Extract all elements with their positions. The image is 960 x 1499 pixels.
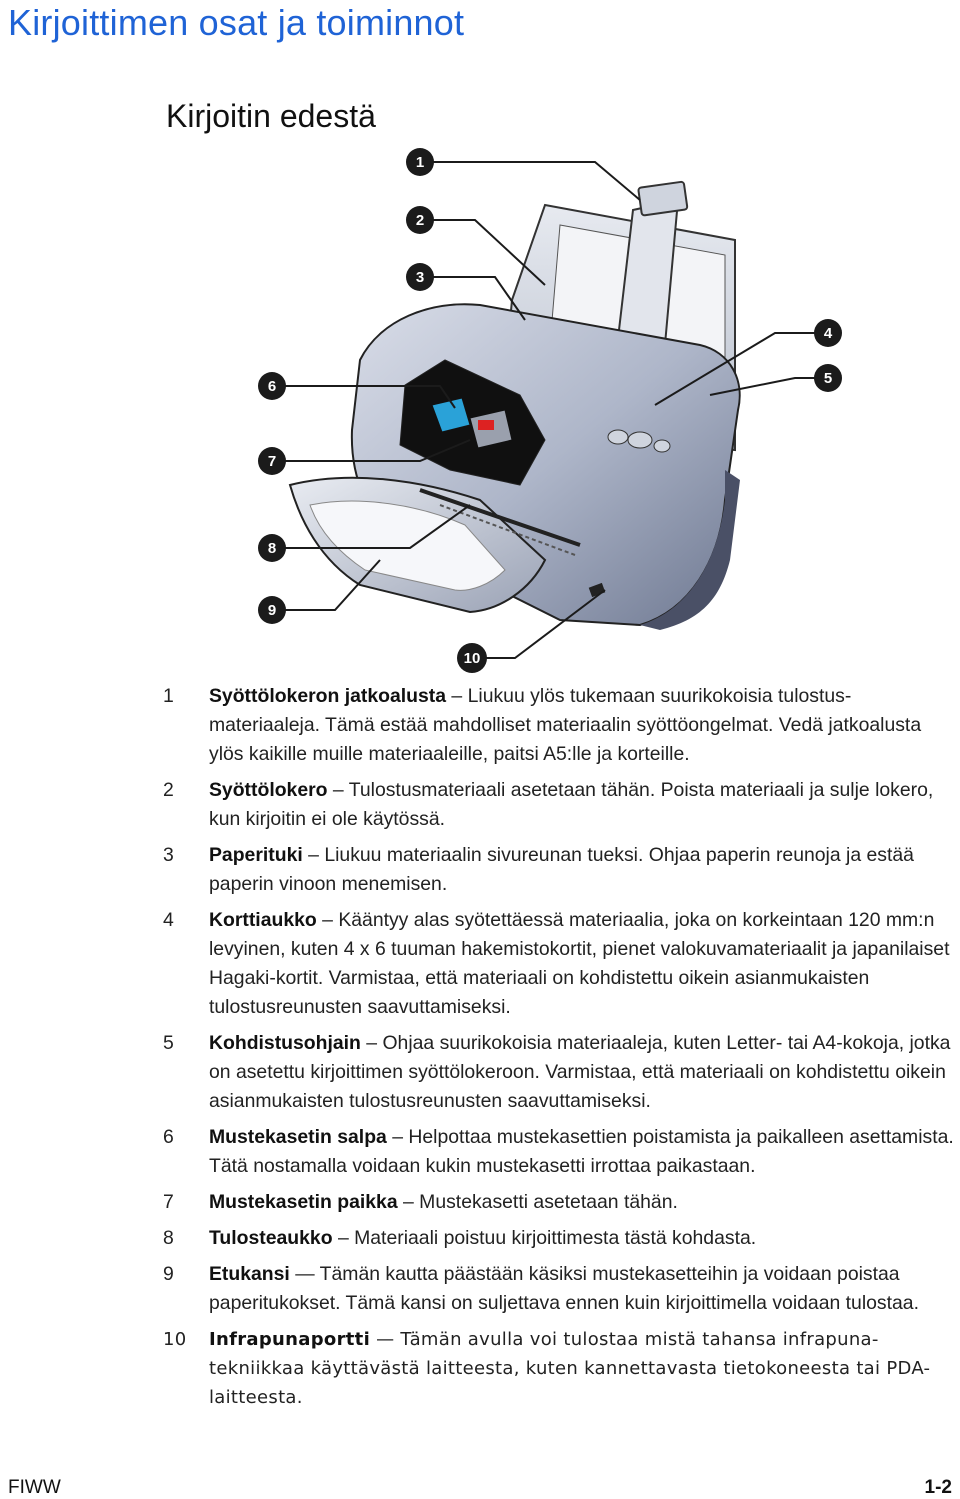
item-number: 1: [163, 685, 174, 707]
callout-9: [258, 596, 286, 624]
list-item: 5 Kohdistusohjain – Ohjaa suurikokoisia materiaaleja, kuten Letter- tai A4-kokoja, jotka on asetettu kirjoittimen syöttölokeroon. Varmistaa, että materiaali on kohdistettu oikein asianmukaisten tulostusreunusten saavuttamiseksi.: [163, 1029, 958, 1116]
callout-label-1: 1: [415, 154, 425, 171]
item-term: Korttiaukko: [209, 909, 317, 931]
printer-illustration-icon: [290, 182, 740, 630]
callout-label-7: 7: [267, 453, 277, 470]
item-number: 3: [163, 844, 174, 866]
parts-list: [163, 682, 958, 1419]
callout-5: [814, 364, 842, 392]
item-term: Mustekasetin paikka: [209, 1191, 398, 1213]
item-description: Tulostusmateriaali asetetaan tähän. Poista materiaali ja sulje lokero, kun kirjoitin ei ole käytössä.: [209, 779, 934, 830]
item-description: Materiaali poistuu kirjoittimesta tästä kohdasta.: [354, 1227, 757, 1249]
item-description: Ohjaa suurikokoisia materiaaleja, kuten Letter- tai A4-kokoja, jotka on asetettu kirjoittimen syöttölokeroon. Varmistaa, että materiaali on kohdistettu oikein asianmukaisten tulostusreunusten saavuttamiseksi.: [209, 1032, 951, 1112]
callout-label-10: 10: [463, 650, 481, 667]
list-item: 7 Mustekasetin paikka – Mustekasetti asetetaan tähän.: [163, 1188, 958, 1217]
item-number: 4: [163, 909, 174, 931]
item-number: 5: [163, 1032, 174, 1054]
item-term: Tulosteaukko: [209, 1227, 333, 1249]
list-item: 3 Paperituki – Liukuu materiaalin sivureunan tueksi. Ohjaa paperin reunoja ja estää paperin vinoon menemisen.: [163, 841, 958, 899]
item-description: Tämän kautta päästään käsiksi mustekasetteihin ja voidaan poistaa paperitukokset. Tämä kansi on suljettava ennen kuin kirjoittimella voidaan tulostaa.: [209, 1263, 919, 1314]
list-item: 2 Syöttölokero – Tulostusmateriaali asetetaan tähän. Poista materiaali ja sulje lokero, kun kirjoitin ei ole käytössä.: [163, 776, 958, 834]
item-term: Paperituki: [209, 844, 303, 866]
callout-4: [814, 319, 842, 347]
footer-page-number: 1-2: [924, 1477, 952, 1498]
item-number: 8: [163, 1227, 174, 1249]
callout-label-9: 9: [267, 602, 277, 619]
item-number: 9: [163, 1263, 174, 1285]
callout-2: [406, 206, 434, 234]
item-number: 2: [163, 779, 174, 801]
item-description: Liukuu ylös tukemaan suurikokoisia tulostus-materiaaleja. Tämä estää mahdolliset materiaalin syöttöongelmat. Vedä jatkoalusta ylös kaikille muille materiaaleille, paitsi A5:lle ja korteille.: [209, 685, 922, 765]
list-item: 10 Infrapunaportti — Tämän avulla voi tulostaa mistä tahansa infrapuna-tekniikkaa käyttävästä laitteesta, kuten kannettavasta tietokoneesta tai PDA-laitteesta.: [163, 1325, 958, 1412]
list-item: 1 Syöttölokeron jatkoalusta – Liukuu ylös tukemaan suurikokoisia tulostus-materiaaleja. Tämä estää mahdolliset materiaalin syöttöongelmat. Vedä jatkoalusta ylös kaikille muille materiaaleille, paitsi A5:lle ja korteille.: [163, 682, 958, 769]
section-title: Kirjoitin edestä: [166, 98, 376, 134]
callout-8: [258, 534, 286, 562]
callout-1: [406, 148, 434, 176]
item-description: Tämän avulla voi tulostaa mistä tahansa infrapuna-tekniikkaa käyttävästä laitteesta, kuten kannettavasta tietokoneesta tai PDA-laitteesta.: [209, 1329, 931, 1408]
callout-3: [406, 263, 434, 291]
callout-label-6: 6: [267, 378, 277, 395]
item-term: Etukansi: [209, 1263, 290, 1285]
item-term: Infrapunaportti: [209, 1329, 371, 1350]
item-description: Mustekasetti asetetaan tähän.: [419, 1191, 678, 1213]
callout-label-8: 8: [267, 540, 277, 557]
item-description: Helpottaa mustekasettien poistamista ja paikalleen asettamista. Tätä nostamalla voidaan kukin mustekasetti irrottaa paikastaan.: [209, 1126, 954, 1177]
callout-10: [457, 643, 487, 673]
item-term: Mustekasetin salpa: [209, 1126, 387, 1148]
item-number: 6: [163, 1126, 174, 1148]
item-term: Kohdistusohjain: [209, 1032, 361, 1054]
callout-label-4: 4: [823, 325, 833, 342]
list-item: 8 Tulosteaukko – Materiaali poistuu kirjoittimesta tästä kohdasta.: [163, 1224, 958, 1253]
printer-figure: [0, 0, 960, 680]
item-number: 10: [163, 1329, 187, 1350]
callout-label-3: 3: [415, 269, 425, 286]
item-description: Kääntyy alas syötettäessä materiaalia, joka on korkeintaan 120 mm:n levyinen, kuten 4 x 6 tuuman hakemistokortit, pienet valokuvamateriaalit ja japanilaiset Hagaki-kortit. Varmistaa, että materiaali on kohdistettu oikein asianmukaisten tulostusreunusten saavuttamiseksi.: [209, 909, 950, 1018]
list-item: 4 Korttiaukko – Kääntyy alas syötettäessä materiaalia, joka on korkeintaan 120 mm:n levyinen, kuten 4 x 6 tuuman hakemistokortit, pienet valokuvamateriaalit ja japanilaiset Hagaki-kortit. Varmistaa, että materiaali on kohdistettu oikein asianmukaisten tulostusreunusten saavuttamiseksi.: [163, 906, 958, 1022]
callout-label-5: 5: [823, 370, 833, 387]
callout-label-2: 2: [415, 212, 425, 229]
callout-6: [258, 372, 286, 400]
callout-7: [258, 447, 286, 475]
footer-doc-code: FIWW: [8, 1477, 61, 1498]
list-item: 9 Etukansi — Tämän kautta päästään käsiksi mustekasetteihin ja voidaan poistaa paperitukokset. Tämä kansi on suljettava ennen kuin kirjoittimella voidaan tulostaa.: [163, 1260, 958, 1318]
item-number: 7: [163, 1191, 174, 1213]
item-term: Syöttölokero: [209, 779, 328, 801]
page-title: Kirjoittimen osat ja toiminnot: [8, 2, 465, 43]
list-item: 6 Mustekasetin salpa – Helpottaa mustekasettien poistamista ja paikalleen asettamista. Tätä nostamalla voidaan kukin mustekasetti irrottaa paikastaan.: [163, 1123, 958, 1181]
item-description: Liukuu materiaalin sivureunan tueksi. Ohjaa paperin reunoja ja estää paperin vinoon menemisen.: [209, 844, 914, 895]
item-term: Syöttölokeron jatkoalusta: [209, 685, 447, 707]
